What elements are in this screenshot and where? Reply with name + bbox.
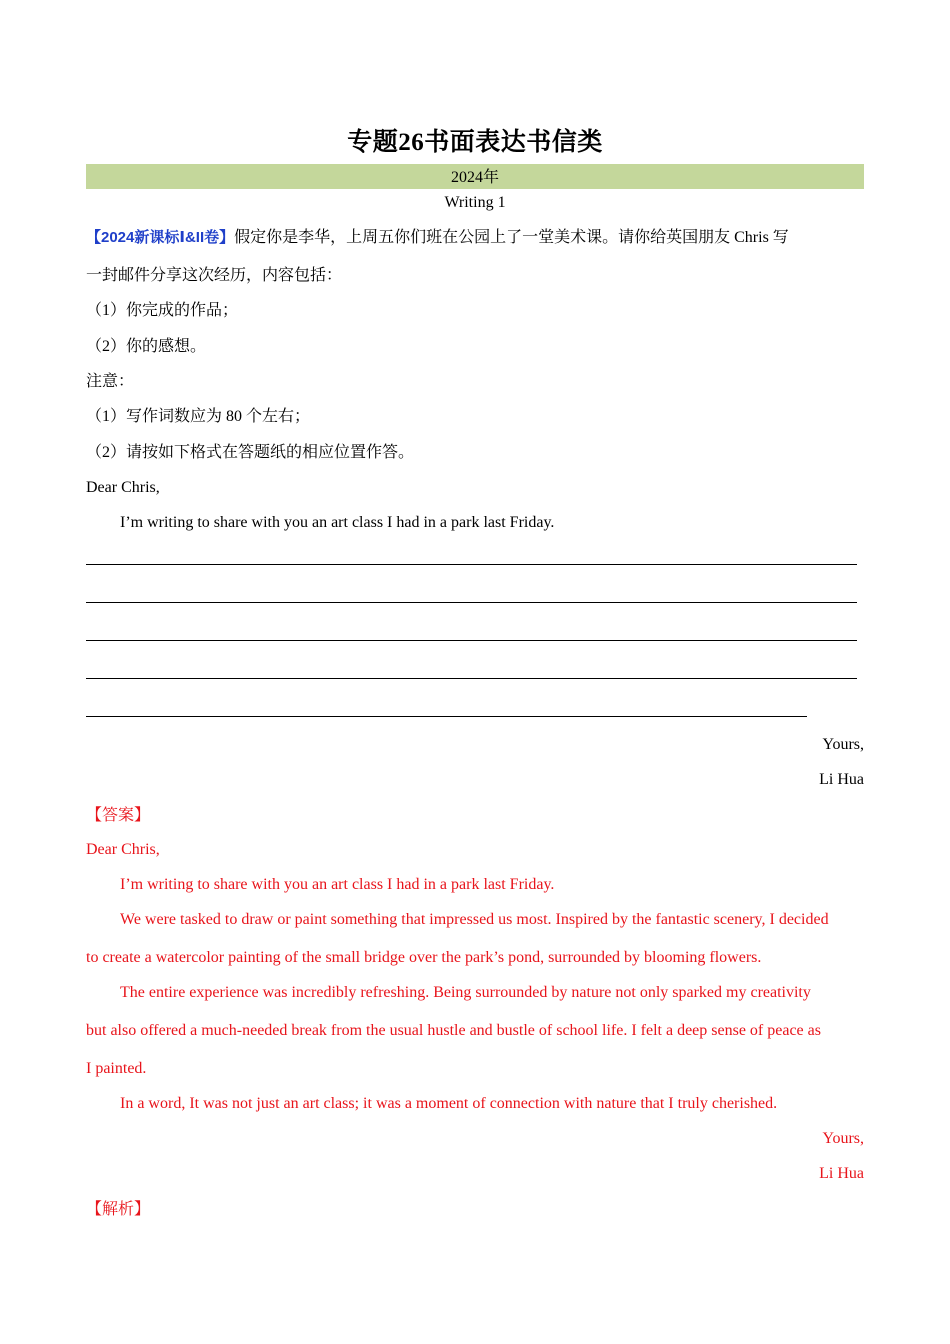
analysis-heading: 【解析】 xyxy=(86,1201,151,1218)
answer-blank-line xyxy=(86,640,857,641)
answer-salutation: Dear Chris, xyxy=(86,841,160,858)
note-1: （1）写作词数应为 80 个左右； xyxy=(86,408,311,425)
content-item-1: （1）你完成的作品； xyxy=(86,302,239,319)
answer-closing: Yours, xyxy=(822,1130,864,1147)
answer-para1-line1: We were tasked to draw or paint something that impressed us most. Inspired by the fantastic scenery, I decided xyxy=(120,911,829,928)
note-2: （2）请按如下格式在答题纸的相应位置作答。 xyxy=(86,444,415,461)
source-tag: 【2024新课标Ⅰ&II卷】 xyxy=(86,229,235,246)
prompt-line-2: 一封邮件分享这次经历，内容包括： xyxy=(86,267,343,284)
writing-label: Writing 1 xyxy=(444,194,506,211)
answer-blank-line xyxy=(86,602,857,603)
answer-para1-line2: to create a watercolor painting of the small bridge over the park’s pond, surrounded by blooming flowers. xyxy=(86,949,762,966)
notes-heading: 注意： xyxy=(86,373,135,390)
letter-closing: Yours, xyxy=(822,736,864,753)
content-item-2: （2）你的感想。 xyxy=(86,338,207,355)
answer-opening: I’m writing to share with you an art class I had in a park last Friday. xyxy=(120,876,555,893)
letter-signature: Li Hua xyxy=(819,771,864,788)
answer-heading: 【答案】 xyxy=(86,807,151,824)
year-banner: 2024年 xyxy=(86,164,864,189)
letter-salutation: Dear Chris, xyxy=(86,479,160,496)
answer-para3: In a word, It was not just an art class; it was a moment of connection with nature that I truly cherished. xyxy=(120,1095,778,1112)
answer-blank-line xyxy=(86,564,857,565)
letter-opening: I’m writing to share with you an art class I had in a park last Friday. xyxy=(120,514,555,531)
answer-signature: Li Hua xyxy=(819,1165,864,1182)
prompt-text-1: 假定你是李华，上周五你们班在公园上了一堂美术课。请你给英国朋友 Chris 写 xyxy=(234,229,789,246)
prompt-line-1 xyxy=(86,227,789,249)
page-title: 专题26书面表达书信类 xyxy=(347,129,603,156)
answer-para2-line3: I painted. xyxy=(86,1060,147,1077)
answer-blank-line xyxy=(86,716,807,717)
answer-para2-line1: The entire experience was incredibly refreshing. Being surrounded by nature not only sparked my creativity xyxy=(120,984,811,1001)
answer-para2-line2: but also offered a much-needed break from the usual hustle and bustle of school life. I felt a deep sense of peace as xyxy=(86,1022,821,1039)
answer-blank-line xyxy=(86,678,857,679)
